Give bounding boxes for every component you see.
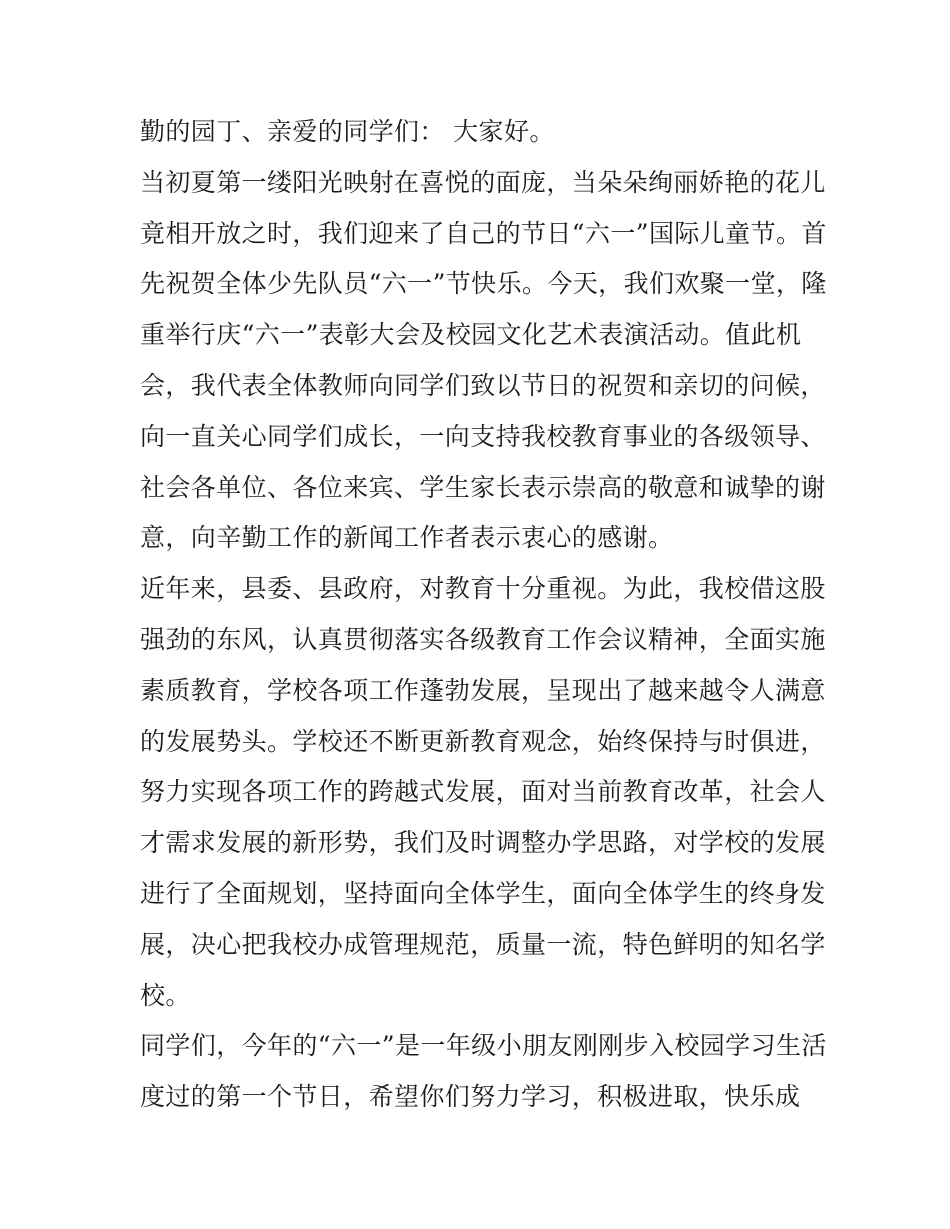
text-line: 先祝贺全体少先队员“六一”节快乐。今天，我们欢聚一堂，隆 (140, 269, 827, 299)
text-line: 向一直关心同学们成长，一向支持我校教育事业的各级领导、 (140, 421, 826, 451)
text-line: 素质教育，学校各项工作蓬勃发展，呈现出了越来越令人满意 (140, 675, 826, 705)
text-line: 近年来，县委、县政府，对教育十分重视。为此，我校借这股 (140, 574, 826, 604)
text-line: 努力实现各项工作的跨越式发展，面对当前教育改革，社会人 (140, 777, 826, 807)
text-line: 社会各单位、各位来宾、学生家长表示崇高的敬意和诚挚的谢 (140, 472, 826, 502)
text-line: 展，决心把我校办成管理规范，质量一流，特色鲜明的知名学 (140, 929, 826, 959)
text-line: 重举行庆“六一”表彰大会及校园文化艺术表演活动。值此机 (140, 320, 802, 350)
text-line: 强劲的东风，认真贯彻落实各级教育工作会议精神，全面实施 (140, 624, 826, 654)
text-line: 的发展势头。学校还不断更新教育观念，始终保持与时俱进， (140, 726, 826, 756)
text-line: 勤的园丁、亲爱的同学们： 大家好。 (140, 117, 555, 146)
text-line: 意，向辛勤工作的新闻工作者表示衷心的感谢。 (140, 523, 674, 553)
text-line: 度过的第一个节日，希望你们努力学习，积极进取，快乐成 (140, 1082, 801, 1112)
text-line: 当初夏第一缕阳光映射在喜悦的面庞，当朵朵绚丽娇艳的花儿 (140, 167, 826, 197)
text-line: 会，我代表全体教师向同学们致以节日的祝贺和亲切的问候， (140, 370, 826, 400)
text-line: 竟相开放之时，我们迎来了自己的节日“六一”国际儿童节。首 (140, 218, 827, 248)
text-line: 校。 (140, 980, 191, 1010)
text-line: 同学们，今年的“六一”是一年级小朋友刚刚步入校园学习生活 (140, 1031, 827, 1061)
text-line: 进行了全面规划，坚持面向全体学生，面向全体学生的终身发 (140, 878, 826, 908)
body-text (140, 107, 827, 1123)
text-line: 才需求发展的新形势，我们及时调整办学思路，对学校的发展 (140, 828, 826, 858)
